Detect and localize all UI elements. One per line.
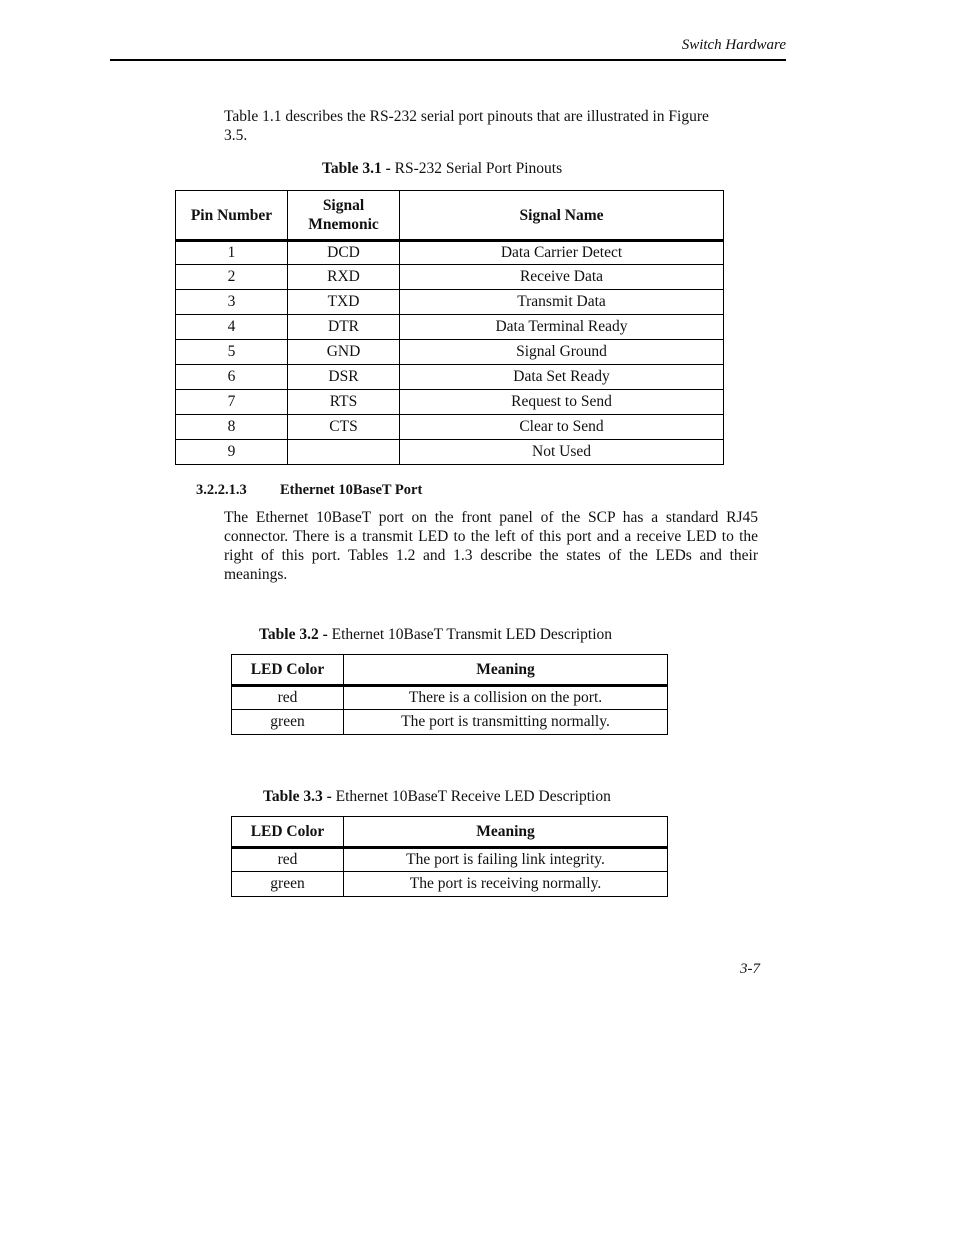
table-cell: Data Set Ready bbox=[400, 365, 724, 390]
table-cell bbox=[288, 440, 400, 465]
table-cell: DCD bbox=[288, 241, 400, 265]
column-header: Pin Number bbox=[176, 191, 288, 241]
table-row bbox=[176, 290, 724, 315]
table-row bbox=[176, 390, 724, 415]
table-header-row bbox=[232, 817, 668, 848]
table-row bbox=[176, 241, 724, 265]
table-cell: GND bbox=[288, 340, 400, 365]
transmit-led-table bbox=[231, 654, 668, 735]
column-header: Meaning bbox=[344, 817, 668, 848]
table-row bbox=[176, 365, 724, 390]
table-cell: 8 bbox=[176, 415, 288, 440]
running-head: Switch Hardware bbox=[681, 37, 786, 53]
table-cell: red bbox=[232, 686, 344, 710]
table-cell: RTS bbox=[288, 390, 400, 415]
ethernet-paragraph: The Ethernet 10BaseT port on the front panel of the SCP has a standard RJ45 connector. There is a transmit LED to the left of this port and a receive LED to the right of this port. Tables 1.2 and 1.3 describe the states of the LEDs and their meanings. bbox=[224, 509, 758, 583]
table-cell: Receive Data bbox=[400, 265, 724, 290]
column-header: Signal Name bbox=[400, 191, 724, 241]
table-row bbox=[176, 340, 724, 365]
table-cell: Data Carrier Detect bbox=[400, 241, 724, 265]
column-header: LED Color bbox=[232, 655, 344, 686]
table-header-row bbox=[176, 191, 724, 241]
section-title: Ethernet 10BaseT Port bbox=[280, 482, 423, 498]
rs232-pinout-table bbox=[175, 190, 724, 465]
table-2-caption-title: Ethernet 10BaseT Transmit LED Description bbox=[327, 626, 613, 643]
table-cell: green bbox=[232, 872, 344, 897]
table-cell: TXD bbox=[288, 290, 400, 315]
table-cell: 2 bbox=[176, 265, 288, 290]
section-number: 3.2.2.1.3 bbox=[196, 482, 247, 498]
table-cell: Request to Send bbox=[400, 390, 724, 415]
table-cell: red bbox=[232, 848, 344, 872]
table-cell: Data Terminal Ready bbox=[400, 315, 724, 340]
table-header-row bbox=[232, 655, 668, 686]
table-cell: Clear to Send bbox=[400, 415, 724, 440]
table-cell: 3 bbox=[176, 290, 288, 315]
table-row bbox=[232, 872, 668, 897]
header-rule bbox=[110, 59, 786, 61]
table-cell: 9 bbox=[176, 440, 288, 465]
table-row bbox=[232, 710, 668, 735]
column-header: LED Color bbox=[232, 817, 344, 848]
table-cell: The port is receiving normally. bbox=[344, 872, 668, 897]
table-row bbox=[232, 686, 668, 710]
table-cell: There is a collision on the port. bbox=[344, 686, 668, 710]
table-cell: 5 bbox=[176, 340, 288, 365]
table-3-caption-title: Ethernet 10BaseT Receive LED Description bbox=[331, 788, 611, 805]
table-row bbox=[232, 848, 668, 872]
table-cell: RXD bbox=[288, 265, 400, 290]
table-2-caption-label: Table 3.2 - bbox=[259, 626, 328, 643]
table-cell: 1 bbox=[176, 241, 288, 265]
table-row bbox=[176, 415, 724, 440]
table-cell: The port is failing link integrity. bbox=[344, 848, 668, 872]
table-row bbox=[176, 315, 724, 340]
column-header: Signal Mnemonic bbox=[288, 191, 400, 241]
table-1-caption-title: RS-232 Serial Port Pinouts bbox=[390, 160, 563, 177]
column-header: Meaning bbox=[344, 655, 668, 686]
table-1-caption-label: Table 3.1 - bbox=[322, 160, 391, 177]
table-cell: 4 bbox=[176, 315, 288, 340]
table-cell: DTR bbox=[288, 315, 400, 340]
table-3-caption-label: Table 3.3 - bbox=[263, 788, 332, 805]
page-number: 3-7 bbox=[740, 961, 760, 977]
table-cell: green bbox=[232, 710, 344, 735]
table-cell: Signal Ground bbox=[400, 340, 724, 365]
table-cell: 6 bbox=[176, 365, 288, 390]
table-cell: The port is transmitting normally. bbox=[344, 710, 668, 735]
intro-paragraph: Table 1.1 describes the RS-232 serial port pinouts that are illustrated in Figure 3.5. bbox=[224, 108, 709, 144]
receive-led-table bbox=[231, 816, 668, 897]
table-cell: CTS bbox=[288, 415, 400, 440]
table-3-caption bbox=[263, 788, 611, 806]
table-cell: DSR bbox=[288, 365, 400, 390]
table-cell: Not Used bbox=[400, 440, 724, 465]
section-heading bbox=[196, 482, 422, 499]
table-row bbox=[176, 440, 724, 465]
table-1-caption bbox=[322, 160, 562, 178]
table-row bbox=[176, 265, 724, 290]
table-2-caption bbox=[259, 626, 612, 644]
table-cell: Transmit Data bbox=[400, 290, 724, 315]
table-cell: 7 bbox=[176, 390, 288, 415]
